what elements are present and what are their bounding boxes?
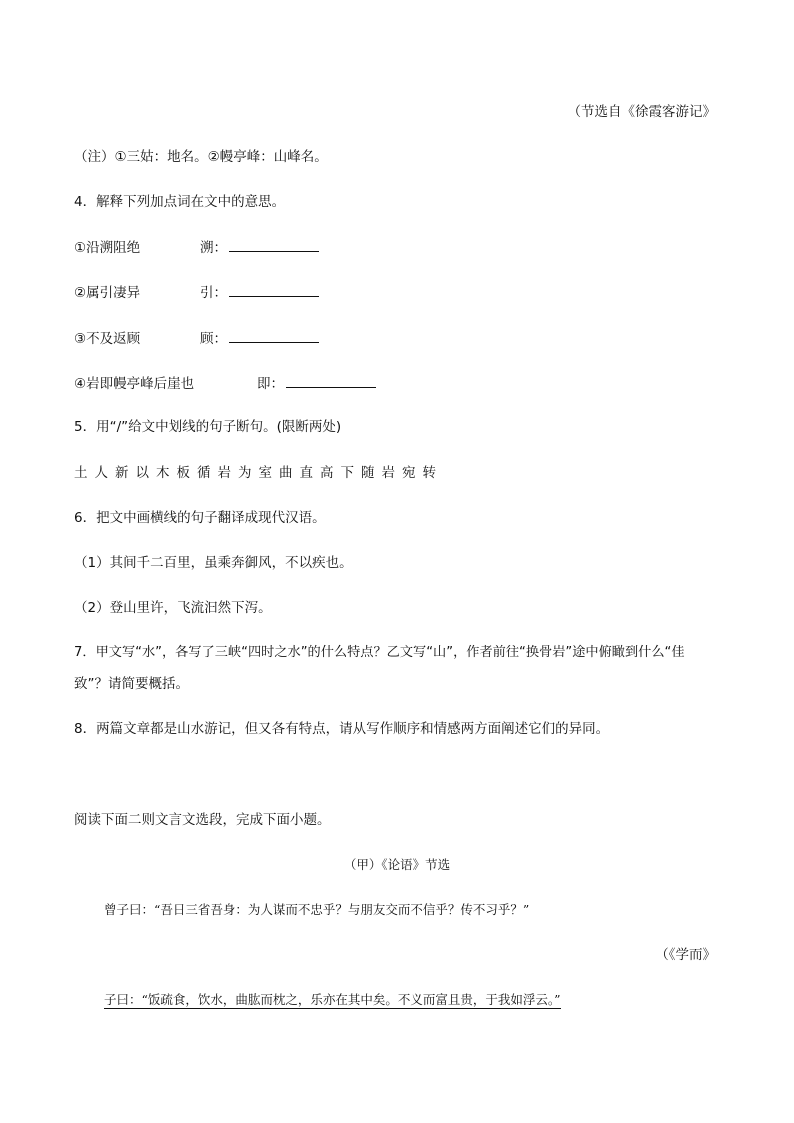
question-6-item-1: （1）其间千二百里，虽乘奔御风，不以疾也。 [74,555,353,571]
question-7-line-2: 致”？请简要概括。 [74,676,189,692]
question-4-item [74,328,319,349]
item-phrase: ①沿溯阻绝 [74,240,141,256]
item-word: 引： [200,285,227,301]
item-phrase: ③不及返顾 [74,331,141,347]
quote-1-source: （《学而》 [655,947,716,963]
annotation-notes: （注）①三姑：地名。②幔亭峰：山峰名。 [74,149,328,165]
item-word: 即： [257,376,284,392]
question-5-prompt: 5．用“/”给文中划线的句子断句。(限断两处) [74,419,342,435]
quote-2-text: 子曰：“饭疏食，饮水，曲肱而枕之，乐亦在其中矣。不义而富且贵，于我如浮云。” [104,992,561,1007]
source-note: （节选自《徐霞客游记》 [567,104,716,120]
item-word: 溯： [200,240,227,256]
question-4-item [74,237,319,258]
answer-blank[interactable] [229,282,319,297]
answer-blank[interactable] [229,237,319,252]
item-phrase: ④岩即幔亭峰后崖也 [74,376,195,392]
passage-title: （甲）《论语》节选 [343,857,451,872]
question-4-prompt: 4．解释下列加点词在文中的意思。 [74,194,286,210]
question-6-prompt: 6．把文中画横线的句子翻译成现代汉语。 [74,510,326,526]
quote-2 [104,990,561,1010]
question-7-line-1: 7．甲文写“水”，各写了三峡“四时之水”的什么特点？乙文写“山”，作者前往“换骨岩”途中俯瞰到什么“佳 [74,645,685,660]
answer-blank[interactable] [286,373,376,388]
question-6-item-2: （2）登山里许，飞流汩然下泻。 [74,600,272,616]
reading-intro: 阅读下面二则文言文选段，完成下面小题。 [74,812,331,828]
question-8: 8．两篇文章都是山水游记，但又各有特点，请从写作顺序和情感两方面阐述它们的异同。 [74,721,610,737]
question-4-item [74,373,376,394]
item-phrase: ②属引凄异 [74,285,141,301]
quote-1: 曾子曰：“吾日三省吾身：为人谋而不忠乎？与朋友交而不信乎？传不习乎？” [104,902,530,917]
item-word: 顾： [200,331,227,347]
answer-blank[interactable] [229,328,319,343]
question-4-item [74,282,319,303]
question-5-sentence: 土人新以木板循岩为室曲直高下随岩宛转 [74,465,443,481]
